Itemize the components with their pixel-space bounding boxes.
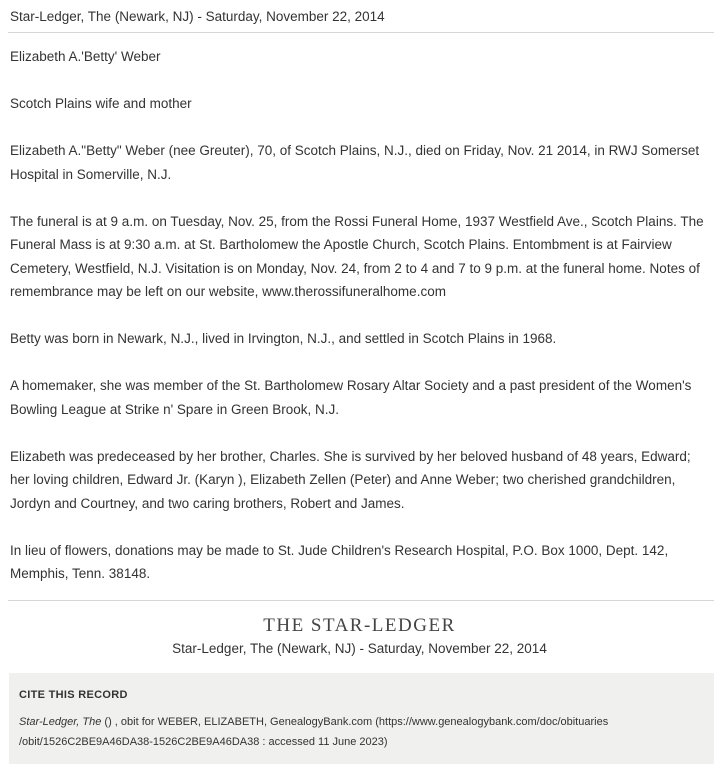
citation-text[interactable] [19, 712, 704, 752]
obituary-paragraph: Elizabeth A."Betty" Weber (nee Greuter), 70, of Scotch Plains, N.J., died on Friday, Nov. 21 2014, in RWJ Somerset Hospital in Somerville, N.J. [10, 143, 700, 182]
newspaper-name: THE STAR-LEDGER [263, 614, 456, 636]
citation-body: () , obit for WEBER, ELIZABETH, GenealogyBank.com (https://www.genealogybank.com/doc/obituaries [101, 715, 609, 728]
obituary-paragraph: In lieu of flowers, donations may be made to St. Jude Children's Research Hospital, P.O. Box 1000, Dept. 142, Memphis, Tenn. 38148. [10, 542, 669, 581]
cite-heading: CITE THIS RECORD [19, 688, 128, 701]
obituary-paragraph: A homemaker, she was member of the St. Bartholomew Rosary Altar Society and a past president of the Women's Bowling League at Strike n' Spare in Green Brook, N.J. [10, 378, 692, 417]
newspaper-date-line: Star-Ledger, The (Newark, NJ) - Saturday, November 22, 2014 [172, 640, 547, 656]
obituary-paragraph: The funeral is at 9 a.m. on Tuesday, Nov. 25, from the Rossi Funeral Home, 1937 Westfield Ave., Scotch Plains. The Funeral Mass is at 9:30 a.m. at St. Bartholomew the Apostle Church, Scotch Plains. Entombment is at Fairview Cemetery, Westfield, N.J. Visitation is on Monday, Nov. 24, from 2 to 4 and 7 to 9 p.m. at the funeral home. Notes of remembrance may be left on our website, www.therossifuneralhome.com [10, 213, 704, 299]
source-header: Star-Ledger, The (Newark, NJ) - Saturday, November 22, 2014 [10, 9, 385, 24]
obituary-subtitle: Scotch Plains wife and mother [10, 96, 192, 111]
cite-record-box [9, 673, 714, 764]
obituary-article [0, 33, 719, 586]
obituary-title: Elizabeth A.'Betty' Weber [10, 49, 161, 64]
obituary-paragraph: Betty was born in Newark, N.J., lived in Irvington, N.J., and settled in Scotch Plains in 1968. [10, 331, 557, 346]
citation-publication: Star-Ledger, The [19, 715, 102, 728]
obituary-paragraph: Elizabeth was predeceased by her brother, Charles. She is survived by her beloved husband of 48 years, Edward; her loving children, Edward Jr. (Karyn ), Elizabeth Zellen (Peter) and Anne Weber; two cherished grandchildren, Jordyn and Courtney, and two caring brothers, Robert and James. [10, 448, 691, 511]
source-block [0, 601, 719, 673]
citation-body-continued: /obit/1526C2BE9A46DA38-1526C2BE9A46DA38 : accessed 11 June 2023) [19, 735, 388, 748]
